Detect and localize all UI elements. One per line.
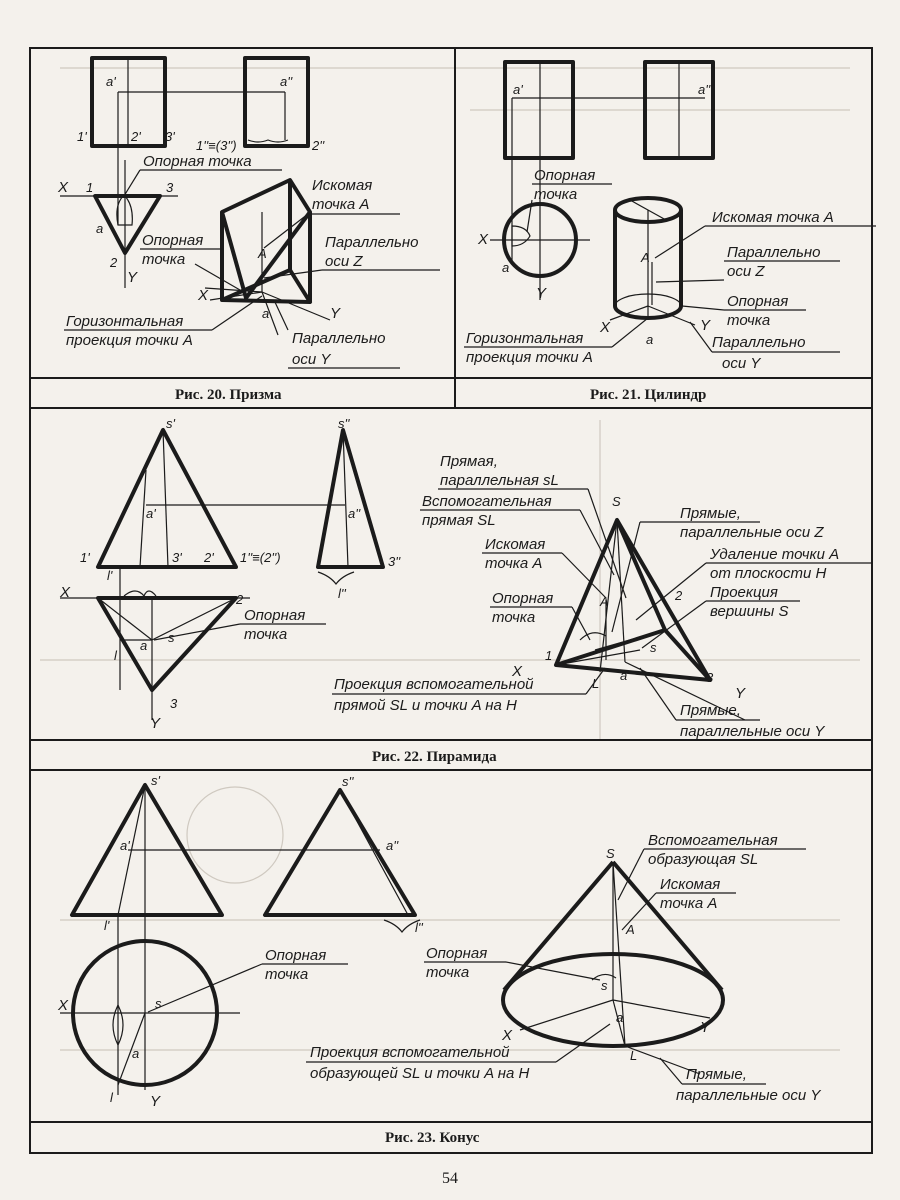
label-support2-2: точка bbox=[727, 312, 771, 329]
point-2prime: 2' bbox=[204, 550, 214, 565]
label-support-1: Опорная bbox=[534, 167, 596, 184]
label-parz-1: Параллельно bbox=[727, 244, 821, 261]
point-A: A bbox=[258, 246, 267, 261]
axis-x-3d: X bbox=[512, 663, 523, 680]
point-1dd-3dd: 1''≡(3'') bbox=[196, 138, 237, 153]
point-a: a bbox=[132, 1046, 140, 1061]
label-auxproj-1: Проекция вспомогательной bbox=[334, 676, 534, 693]
point-s2: s'' bbox=[338, 416, 350, 431]
point-a2: a'' bbox=[698, 82, 711, 97]
label-horiz-1: Горизонтальная bbox=[66, 313, 184, 330]
axis-y: Y bbox=[127, 269, 138, 286]
caption-fig20: Рис. 20. Призма bbox=[175, 387, 282, 403]
point-N2: 2 bbox=[675, 588, 683, 603]
label-support-2: точка bbox=[265, 966, 309, 983]
point-s1: s' bbox=[151, 773, 160, 788]
caption-fig23: Рис. 23. Конус bbox=[385, 1130, 480, 1146]
point-a2: a'' bbox=[280, 74, 293, 89]
label-sought-1: Искомая bbox=[660, 876, 721, 893]
label-parz-1: Параллельно bbox=[325, 234, 419, 251]
label-support2-1: Опорная bbox=[426, 945, 488, 962]
point-L: L bbox=[630, 1048, 638, 1063]
label-sought: Искомая точка A bbox=[712, 209, 834, 226]
label-straight-1: Прямая, bbox=[440, 453, 498, 470]
label-support-1: Опорная bbox=[244, 607, 306, 624]
label-pary-1: Прямые, bbox=[686, 1066, 747, 1083]
point-l1: l' bbox=[104, 918, 110, 933]
point-a-3d: a bbox=[620, 668, 628, 683]
label-horiz-1: Горизонтальная bbox=[466, 330, 584, 347]
axis-x-3d: X bbox=[502, 1027, 513, 1044]
point-a-3d: a bbox=[616, 1010, 624, 1025]
axis-y: Y bbox=[150, 715, 161, 732]
label-aux-2: прямая SL bbox=[422, 512, 496, 529]
label-pary-2: оси Y bbox=[722, 355, 761, 372]
point-3prime: 3' bbox=[165, 129, 175, 144]
point-a2: a'' bbox=[348, 506, 361, 521]
label-sought-2: точка A bbox=[660, 895, 718, 912]
label-auxproj-1: Проекция вспомогательной bbox=[310, 1044, 510, 1061]
point-N1: 1 bbox=[545, 648, 553, 663]
axis-x: X bbox=[60, 584, 71, 601]
label-pary-1: Параллельно bbox=[712, 334, 806, 351]
point-A: A bbox=[626, 922, 635, 937]
label-support-1: Опорная bbox=[265, 947, 327, 964]
label-support2-1: Опорная bbox=[492, 590, 554, 607]
point-3: 3 bbox=[170, 696, 178, 711]
axis-y-3d: Y bbox=[700, 317, 711, 334]
point-S: S bbox=[606, 846, 615, 861]
point-a1: a' bbox=[146, 506, 156, 521]
label-horiz-2: проекция точки A bbox=[66, 332, 193, 349]
point-1dd-2dd: 1''≡(2'') bbox=[240, 550, 281, 565]
label-horiz-2: проекция точки A bbox=[466, 349, 593, 366]
point-N3: 3 bbox=[706, 670, 714, 685]
point-2: 2 bbox=[110, 255, 118, 270]
point-l1: l' bbox=[107, 568, 113, 583]
figure-prism bbox=[57, 58, 440, 403]
page-number: 54 bbox=[442, 1170, 458, 1187]
label-auxproj-2: прямой SL и точки A на H bbox=[334, 697, 517, 714]
axis-x: X bbox=[58, 179, 69, 196]
point-A: A bbox=[600, 594, 609, 609]
label-aux-2: образующая SL bbox=[648, 851, 759, 868]
point-2: 2 bbox=[236, 592, 244, 607]
label-sought-1: Искомая bbox=[312, 177, 373, 194]
label-sought-2: точка A bbox=[312, 196, 370, 213]
point-3: 3 bbox=[166, 180, 174, 195]
axis-y-3d: Y bbox=[330, 305, 341, 322]
label-support-top: Опорная точка bbox=[143, 153, 252, 170]
label-straight-2: параллельная sL bbox=[440, 472, 559, 489]
axis-x: X bbox=[478, 231, 489, 248]
point-2prime: 2' bbox=[131, 129, 141, 144]
point-3dd: 3'' bbox=[388, 554, 401, 569]
label-aux-1: Вспомогательная bbox=[422, 493, 552, 510]
point-l2: l'' bbox=[415, 920, 423, 935]
point-a-top: a bbox=[502, 260, 510, 275]
point-s-3d: s bbox=[601, 978, 608, 993]
point-s2: s'' bbox=[342, 774, 354, 789]
figure-cylinder bbox=[464, 62, 876, 403]
point-1prime: 1' bbox=[77, 129, 87, 144]
label-pary-2: параллельные оси Y bbox=[680, 723, 825, 740]
axis-y: Y bbox=[150, 1093, 161, 1110]
point-L: L bbox=[592, 676, 600, 691]
axis-x-3d: X bbox=[198, 287, 209, 304]
point-l2: l'' bbox=[338, 586, 346, 601]
point-A: A bbox=[641, 250, 650, 265]
point-s-3d: s bbox=[650, 640, 657, 655]
caption-fig21: Рис. 21. Цилиндр bbox=[590, 387, 707, 403]
label-parz-2: оси Z bbox=[727, 263, 765, 280]
point-l: l bbox=[114, 648, 117, 663]
label-support2-2: точка bbox=[492, 609, 536, 626]
point-a2: a'' bbox=[386, 838, 399, 853]
label-parz-2: оси Z bbox=[325, 253, 363, 270]
label-support-1: Опорная bbox=[142, 232, 204, 249]
axis-y: Y bbox=[536, 285, 547, 302]
axis-x-3d: X bbox=[600, 319, 611, 336]
label-aux-1: Вспомогательная bbox=[648, 832, 778, 849]
axis-y-3d: Y bbox=[700, 1019, 711, 1036]
point-a-3d: a bbox=[262, 306, 270, 321]
point-1: 1 bbox=[86, 180, 94, 195]
point-s: s bbox=[168, 630, 175, 645]
figure-pyramid bbox=[59, 416, 872, 765]
point-a1: a' bbox=[106, 74, 116, 89]
label-support-2: точка bbox=[244, 626, 288, 643]
point-a1: a' bbox=[513, 82, 523, 97]
point-a1: a' bbox=[120, 838, 130, 853]
label-dist-2: от плоскости H bbox=[710, 565, 827, 582]
label-pary-1: Прямые, bbox=[680, 702, 741, 719]
axis-y-3d: Y bbox=[735, 685, 746, 702]
label-pary-2: параллельные оси Y bbox=[676, 1087, 821, 1104]
point-a-3d: a bbox=[646, 332, 654, 347]
label-support2-1: Опорная bbox=[727, 293, 789, 310]
point-s: s bbox=[155, 996, 162, 1011]
point-1prime: 1' bbox=[80, 550, 90, 565]
label-support-2: точка bbox=[534, 186, 578, 203]
point-2dd: 2'' bbox=[312, 138, 325, 153]
label-proj-1: Проекция bbox=[710, 584, 778, 601]
label-pary-2: оси Y bbox=[292, 351, 331, 368]
axis-x: X bbox=[58, 997, 69, 1014]
label-parz-1: Прямые, bbox=[680, 505, 741, 522]
point-3prime: 3' bbox=[172, 550, 182, 565]
caption-fig22: Рис. 22. Пирамида bbox=[372, 749, 497, 765]
figure-cone bbox=[57, 773, 821, 1146]
label-support-2: точка bbox=[142, 251, 186, 268]
point-a-top: a bbox=[96, 221, 104, 236]
point-S: S bbox=[612, 494, 621, 509]
label-auxproj-2: образующей SL и точки A на H bbox=[310, 1065, 530, 1082]
point-s1: s' bbox=[166, 416, 175, 431]
label-parz-2: параллельные оси Z bbox=[680, 524, 824, 541]
label-support2-2: точка bbox=[426, 964, 470, 981]
label-dist-1: Удаление точки A bbox=[710, 546, 840, 563]
label-pary-1: Параллельно bbox=[292, 330, 386, 347]
label-sought-2: точка A bbox=[485, 555, 543, 572]
point-a: a bbox=[140, 638, 148, 653]
label-proj-2: вершины S bbox=[710, 603, 789, 620]
label-sought-1: Искомая bbox=[485, 536, 546, 553]
point-l: l bbox=[110, 1090, 113, 1105]
